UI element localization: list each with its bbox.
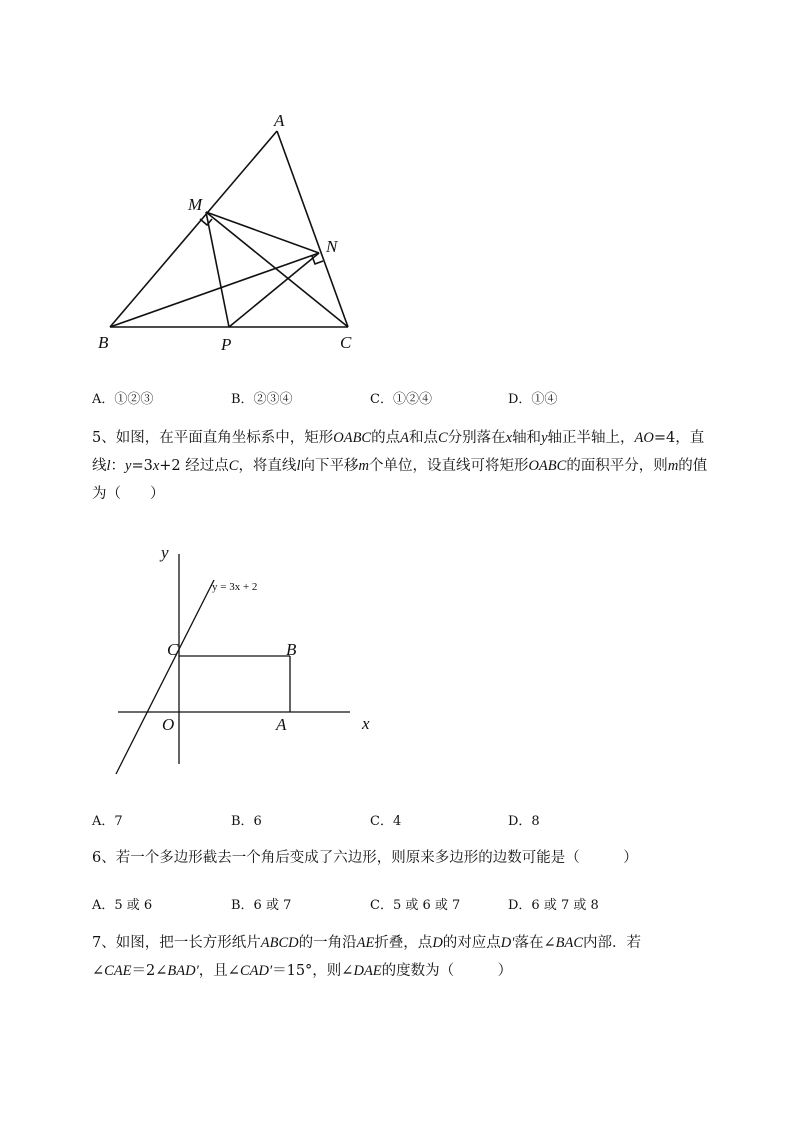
- label-c2: C: [167, 640, 179, 659]
- coordinate-figure: [110, 540, 390, 780]
- right-angle-mark-m: [200, 219, 212, 225]
- q6-option-c[interactable]: C．5 或 6 或 7: [370, 898, 461, 913]
- label-b: B: [98, 333, 109, 352]
- segment-mp: [206, 212, 229, 327]
- label-y-axis: y: [161, 543, 169, 562]
- coordinate-svg: [110, 540, 390, 780]
- q5-line-2: 线l：y=3x+2 经过点C，将直线l向下平移m个单位，设直线可将矩形OABC的面积平分，则m的值: [92, 458, 708, 474]
- line-equation: y = 3x + 2: [212, 581, 258, 593]
- segment-mn: [206, 212, 319, 253]
- q6-option-d[interactable]: D．6 或 7 或 8: [508, 898, 599, 913]
- label-o: O: [162, 715, 175, 734]
- q4-option-a[interactable]: A．①②③: [92, 392, 154, 407]
- q6-option-b[interactable]: B．6 或 7: [231, 898, 292, 913]
- segment-pn: [229, 253, 319, 327]
- q5-option-a[interactable]: A．7: [92, 814, 123, 829]
- question-6: [92, 844, 742, 872]
- label-a2: A: [276, 715, 287, 734]
- q7-line-1: 7、如图，把一长方形纸片ABCD的一角沿AE折叠，点D的对应点D′落在∠BAC内部．若: [92, 935, 641, 951]
- label-p: P: [221, 335, 232, 354]
- label-x-axis: x: [362, 714, 370, 733]
- q5-option-d[interactable]: D．8: [508, 814, 540, 829]
- q4-options: [92, 388, 692, 408]
- q5-line-1: 5、如图，在平面直角坐标系中，矩形OABC的点A和点C分别落在x轴和y轴正半轴上，AO=4，直: [92, 430, 705, 446]
- label-m: M: [188, 195, 203, 214]
- label-n: N: [326, 237, 338, 256]
- label-a: A: [274, 111, 285, 130]
- label-b2: B: [286, 640, 297, 659]
- q4-option-b[interactable]: B．②③④: [231, 392, 293, 407]
- q6-option-a[interactable]: A．5 或 6: [92, 898, 153, 913]
- q4-option-c[interactable]: C．①②④: [370, 392, 432, 407]
- label-c: C: [340, 333, 352, 352]
- q5-line-3: 为（ ）: [92, 486, 165, 502]
- q5-options: [92, 810, 692, 830]
- triangle-svg: [90, 100, 380, 360]
- q4-option-d[interactable]: D．①④: [508, 392, 558, 407]
- q6-options: [92, 894, 692, 914]
- q7-line-2: ∠CAE＝2∠BAD′，且∠CAD′＝15°，则∠DAE的度数为（ ）: [92, 963, 513, 979]
- q6-text: 6、若一个多边形截去一个角后变成了六边形，则原来多边形的边数可能是（ ）: [92, 850, 638, 866]
- line-l: [116, 580, 214, 774]
- geometry-figure-triangle: [90, 100, 380, 360]
- question-7: [92, 929, 742, 985]
- q5-option-b[interactable]: B．6: [231, 814, 262, 829]
- q5-option-c[interactable]: C．4: [370, 814, 402, 829]
- question-5: [92, 424, 742, 508]
